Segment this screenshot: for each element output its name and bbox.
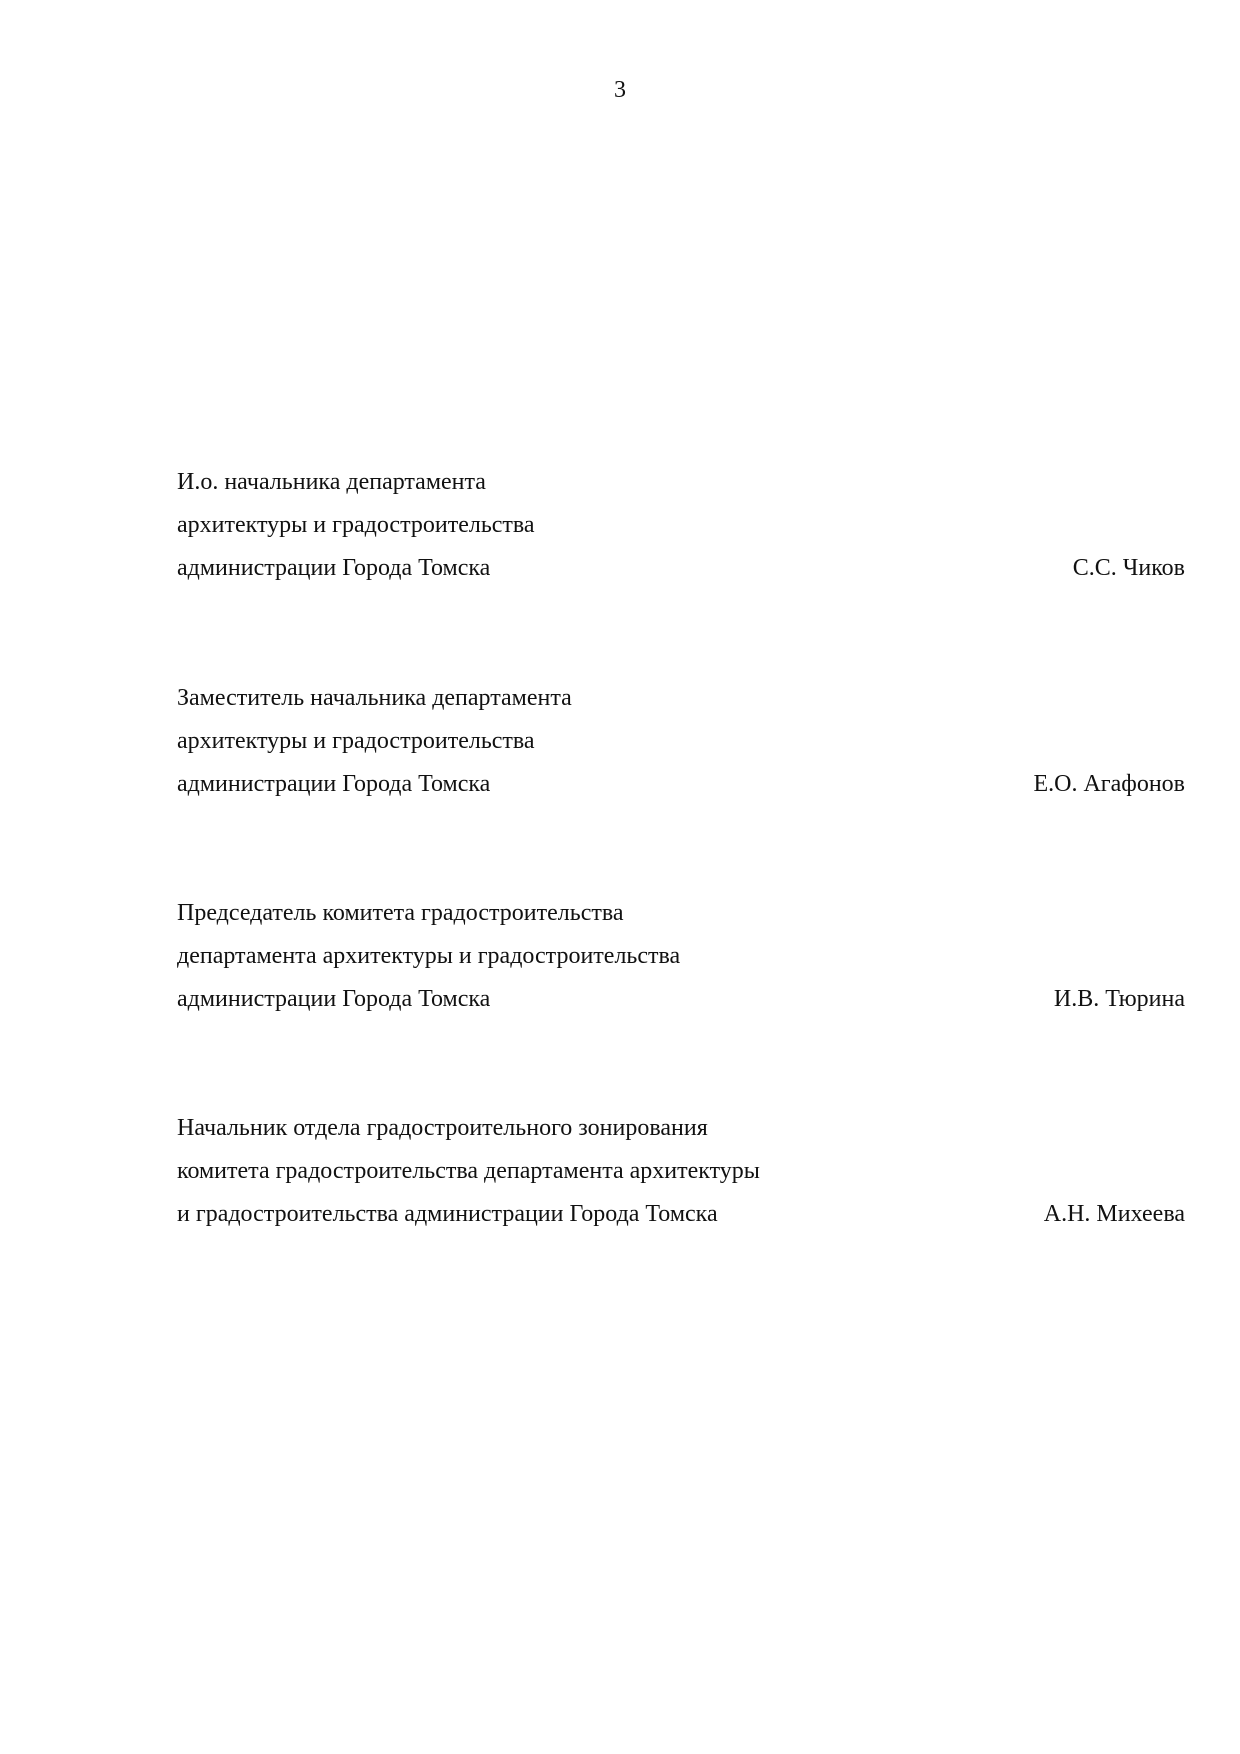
signer-title	[177, 677, 572, 806]
signer-title	[177, 892, 680, 1021]
signer-title-line: администрации Города Томска	[177, 771, 491, 797]
signer-name: И.В. Тюрина	[1053, 986, 1185, 1012]
signature-block	[177, 892, 1185, 1021]
signer-title-line: Начальник отдела градостроительного зонирования	[177, 1115, 708, 1141]
signer-title-line: администрации Города Томска	[177, 986, 491, 1012]
signer-name: А.Н. Михеева	[1043, 1201, 1185, 1227]
signer-title-line: департамента архитектуры и градостроительства	[177, 943, 681, 969]
signer-title-line: архитектуры и градостроительства	[177, 512, 535, 538]
signer-name: Е.О. Агафонов	[1033, 771, 1185, 797]
signature-block	[177, 461, 1185, 590]
signer-title-line: Заместитель начальника департамента	[177, 685, 572, 711]
signer-title-line: и градостроительства администрации Города Томска	[177, 1201, 718, 1227]
signer-title	[177, 1107, 760, 1236]
signer-title-line: Председатель комитета градостроительства	[177, 900, 624, 926]
signature-block	[177, 677, 1185, 806]
signer-name: С.С. Чиков	[1072, 555, 1185, 581]
signer-title-line: комитета градостроительства департамента архитектуры	[177, 1158, 760, 1184]
signature-block	[177, 1107, 1185, 1236]
signer-title-line: администрации Города Томска	[177, 555, 491, 581]
signer-title	[177, 461, 535, 590]
page-number: 3	[614, 77, 626, 103]
signer-title-line: архитектуры и градостроительства	[177, 728, 535, 754]
signer-title-line: И.о. начальника департамента	[177, 469, 486, 495]
